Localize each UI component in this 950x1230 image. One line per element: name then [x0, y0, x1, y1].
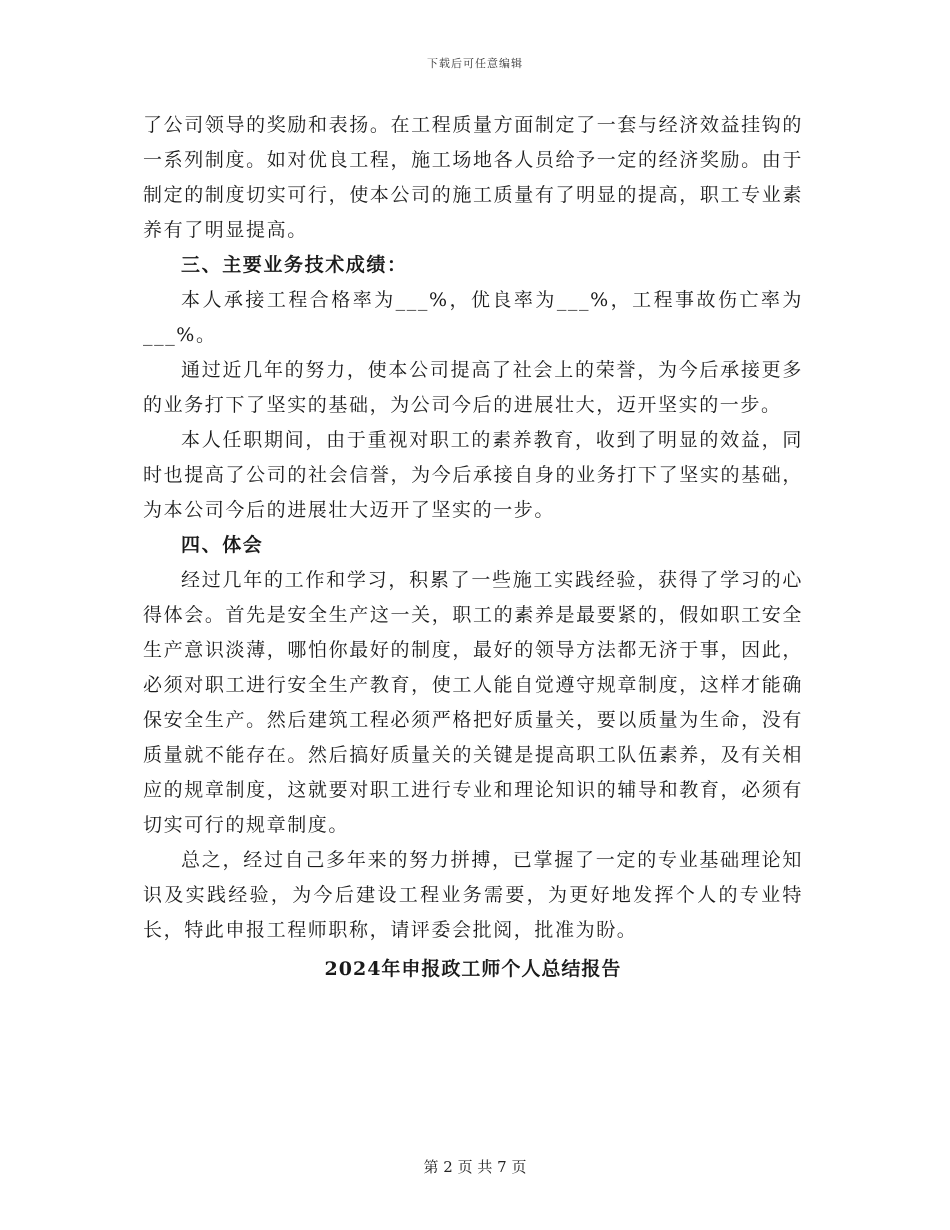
paragraph-awards: 了公司领导的奖励和表扬。在工程质量方面制定了一套与经济效益挂钩的一系列制度。如对优良工程，施工场地各人员给予一定的经济奖励。由于制定的制度切实可行，使本公司的施工质量有了明显的提高，职工专业素养有了明显提高。	[143, 114, 803, 241]
section-heading-experience: 四、体会	[181, 534, 264, 556]
paragraph-experience: 经过几年的工作和学习，积累了一些施工实践经验，获得了学习的心得体会。首先是安全生产这一关，职工的素养是最要紧的，假如职工安全生产意识淡薄，哪怕你最好的制度，最好的领导方法都无济于事，因此，必须对职工进行安全生产教育，使工人能自觉遵守规章制度，这样才能确保安全生产。然后建筑工程必须严格把好质量关，要以质量为生命，没有质量就不能存在。然后搞好质量关的关键是提高职工队伍素养，及有关相应的规章制度，这就要对职工进行专业和理论知识的辅导和教育，必须有切实可行的规章制度。	[143, 569, 803, 836]
section-heading-achievements: 三、主要业务技术成绩：	[181, 254, 408, 276]
paragraph-tenure: 本人任职期间，由于重视对职工的素养教育，收到了明显的效益，同时也提高了公司的社会信誉，为今后承接自身的业务打下了坚实的基础，为本公司今后的进展壮大迈开了坚实的一步。	[143, 429, 803, 521]
paragraph-reputation: 通过近几年的努力，使本公司提高了社会上的荣誉，为今后承接更多的业务打下了坚实的基础，为公司今后的进展壮大，迈开坚实的一步。	[143, 359, 803, 416]
page-header-note: 下载后可任意编辑	[427, 57, 523, 70]
paragraph-rates: 本人承接工程合格率为___%，优良率为___%，工程事故伤亡率为___%。	[143, 289, 803, 346]
next-document-title: 2024年申报政工师个人总结报告	[324, 958, 622, 980]
page-number: 第 2 页 共 7 页	[423, 1158, 527, 1176]
paragraph-conclusion: 总之，经过自己多年来的努力拼搏，已掌握了一定的专业基础理论知识及实践经验，为今后建设工程业务需要，为更好地发挥个人的专业特长，特此申报工程师职称，请评委会批阅，批准为盼。	[143, 849, 803, 941]
document-body	[143, 108, 803, 987]
